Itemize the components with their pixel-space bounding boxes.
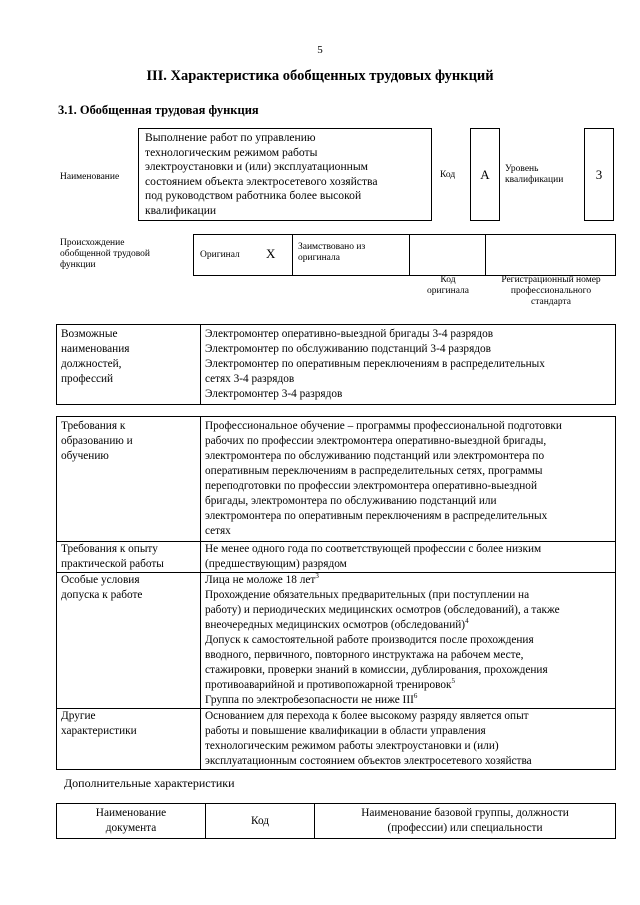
borrowed-label: Заимствовано из оригинала	[298, 242, 366, 263]
origin-label: Происхождение обобщенной трудовой функции	[60, 238, 150, 270]
origin-box	[193, 234, 616, 276]
additional-table	[56, 803, 616, 839]
positions-value: Электромонтер оперативно-выездной бригады 3-4 разрядов Электромонтер по обслуживанию подстанций 3-4 разрядов Электромонтер по оперативным переключениям в распределительных сетях 3-4 разрядов Электромонтер 3-4 разрядов	[205, 328, 545, 400]
name-label: Наименование	[60, 172, 120, 182]
code-label: Код	[440, 170, 456, 180]
code-value: А	[470, 128, 500, 221]
page-number: 5	[317, 44, 323, 56]
additional-title: Дополнительные характеристики	[64, 776, 235, 790]
subsection-title: 3.1. Обобщенная трудовая функция	[58, 103, 259, 117]
experience-label: Требования к опыту практической работы	[61, 543, 164, 570]
original-label: Оригинал	[200, 250, 240, 260]
other-label: Другие характеристики	[61, 710, 137, 737]
conditions-line: Группа по электробезопасности не ниже III$^6$	[205, 692, 418, 706]
education-value: Профессиональное обучение – программы профессиональной подготовки рабочих по профессии электромонтера оперативно-выездной бригады, электромонтера по обслуживанию подстанций или электромонтера по оперативным переключениям в распределительных сетях, программы переподготовки по профессии электромонтера оперативно-выездной бригады, электромонтера по обслуживанию подстанций или электромонтера по оперативным переключениям в распределительных сетях	[205, 420, 562, 537]
level-label: Уровень квалификации	[505, 164, 564, 185]
level-value: 3	[584, 128, 614, 221]
col-group-header: Наименование базовой группы, должности (профессии) или специальности	[361, 807, 569, 834]
name-value: Выполнение работ по управлению технологическим режимом работы электроустановки и (или) эксплуатационным состоянием объекта электросетевого хозяйства под руководством работника более высокой квалификации	[138, 128, 432, 221]
conditions-line: Прохождение обязательных предварительных (при поступлении на работу) и периодических медицинских осмотров (обследований), а также внеочередных медицинских осмотров (обследований)$^4$	[205, 589, 560, 631]
col-code-header: Код	[250, 815, 270, 827]
conditions-label: Особые условия допуска к работе	[61, 574, 143, 601]
other-value: Основанием для перехода к более высокому разряду является опыт работы и повышение квалификации в области управления технологическим режимом работы электроустановки и (или) эксплуатационным состоянием объектов электросетевого хозяйства	[205, 710, 532, 767]
conditions-line: Лица не моложе 18 лет$^3$	[205, 572, 319, 586]
education-label: Требования к образованию и обучению	[61, 420, 133, 462]
original-mark: Х	[266, 246, 276, 261]
divider	[409, 235, 410, 275]
experience-value: Не менее одного года по соответствующей профессии с более низким (предшествующим) разрядом	[205, 543, 542, 570]
reg-number-label: Регистрационный номер профессионального стандарта	[501, 275, 601, 307]
conditions-line: Допуск к самостоятельной работе производится после прохождения вводного, первичного, повторного инструктажа на рабочем месте, стажировки, проверки знаний в комиссии, дублирования, прохождения противоаварийной и противопожарной тренировок$^5$	[205, 634, 548, 691]
col-doc-header: Наименование документа	[95, 807, 167, 834]
requirements-table	[56, 416, 616, 770]
section-title: III. Характеристика обобщенных трудовых функций	[146, 68, 494, 84]
positions-table	[56, 324, 616, 405]
divider	[485, 235, 486, 275]
positions-label: Возможные наименования должностей, профессий	[61, 328, 130, 385]
code-original-label: Код оригинала	[427, 275, 469, 296]
divider	[292, 235, 293, 275]
